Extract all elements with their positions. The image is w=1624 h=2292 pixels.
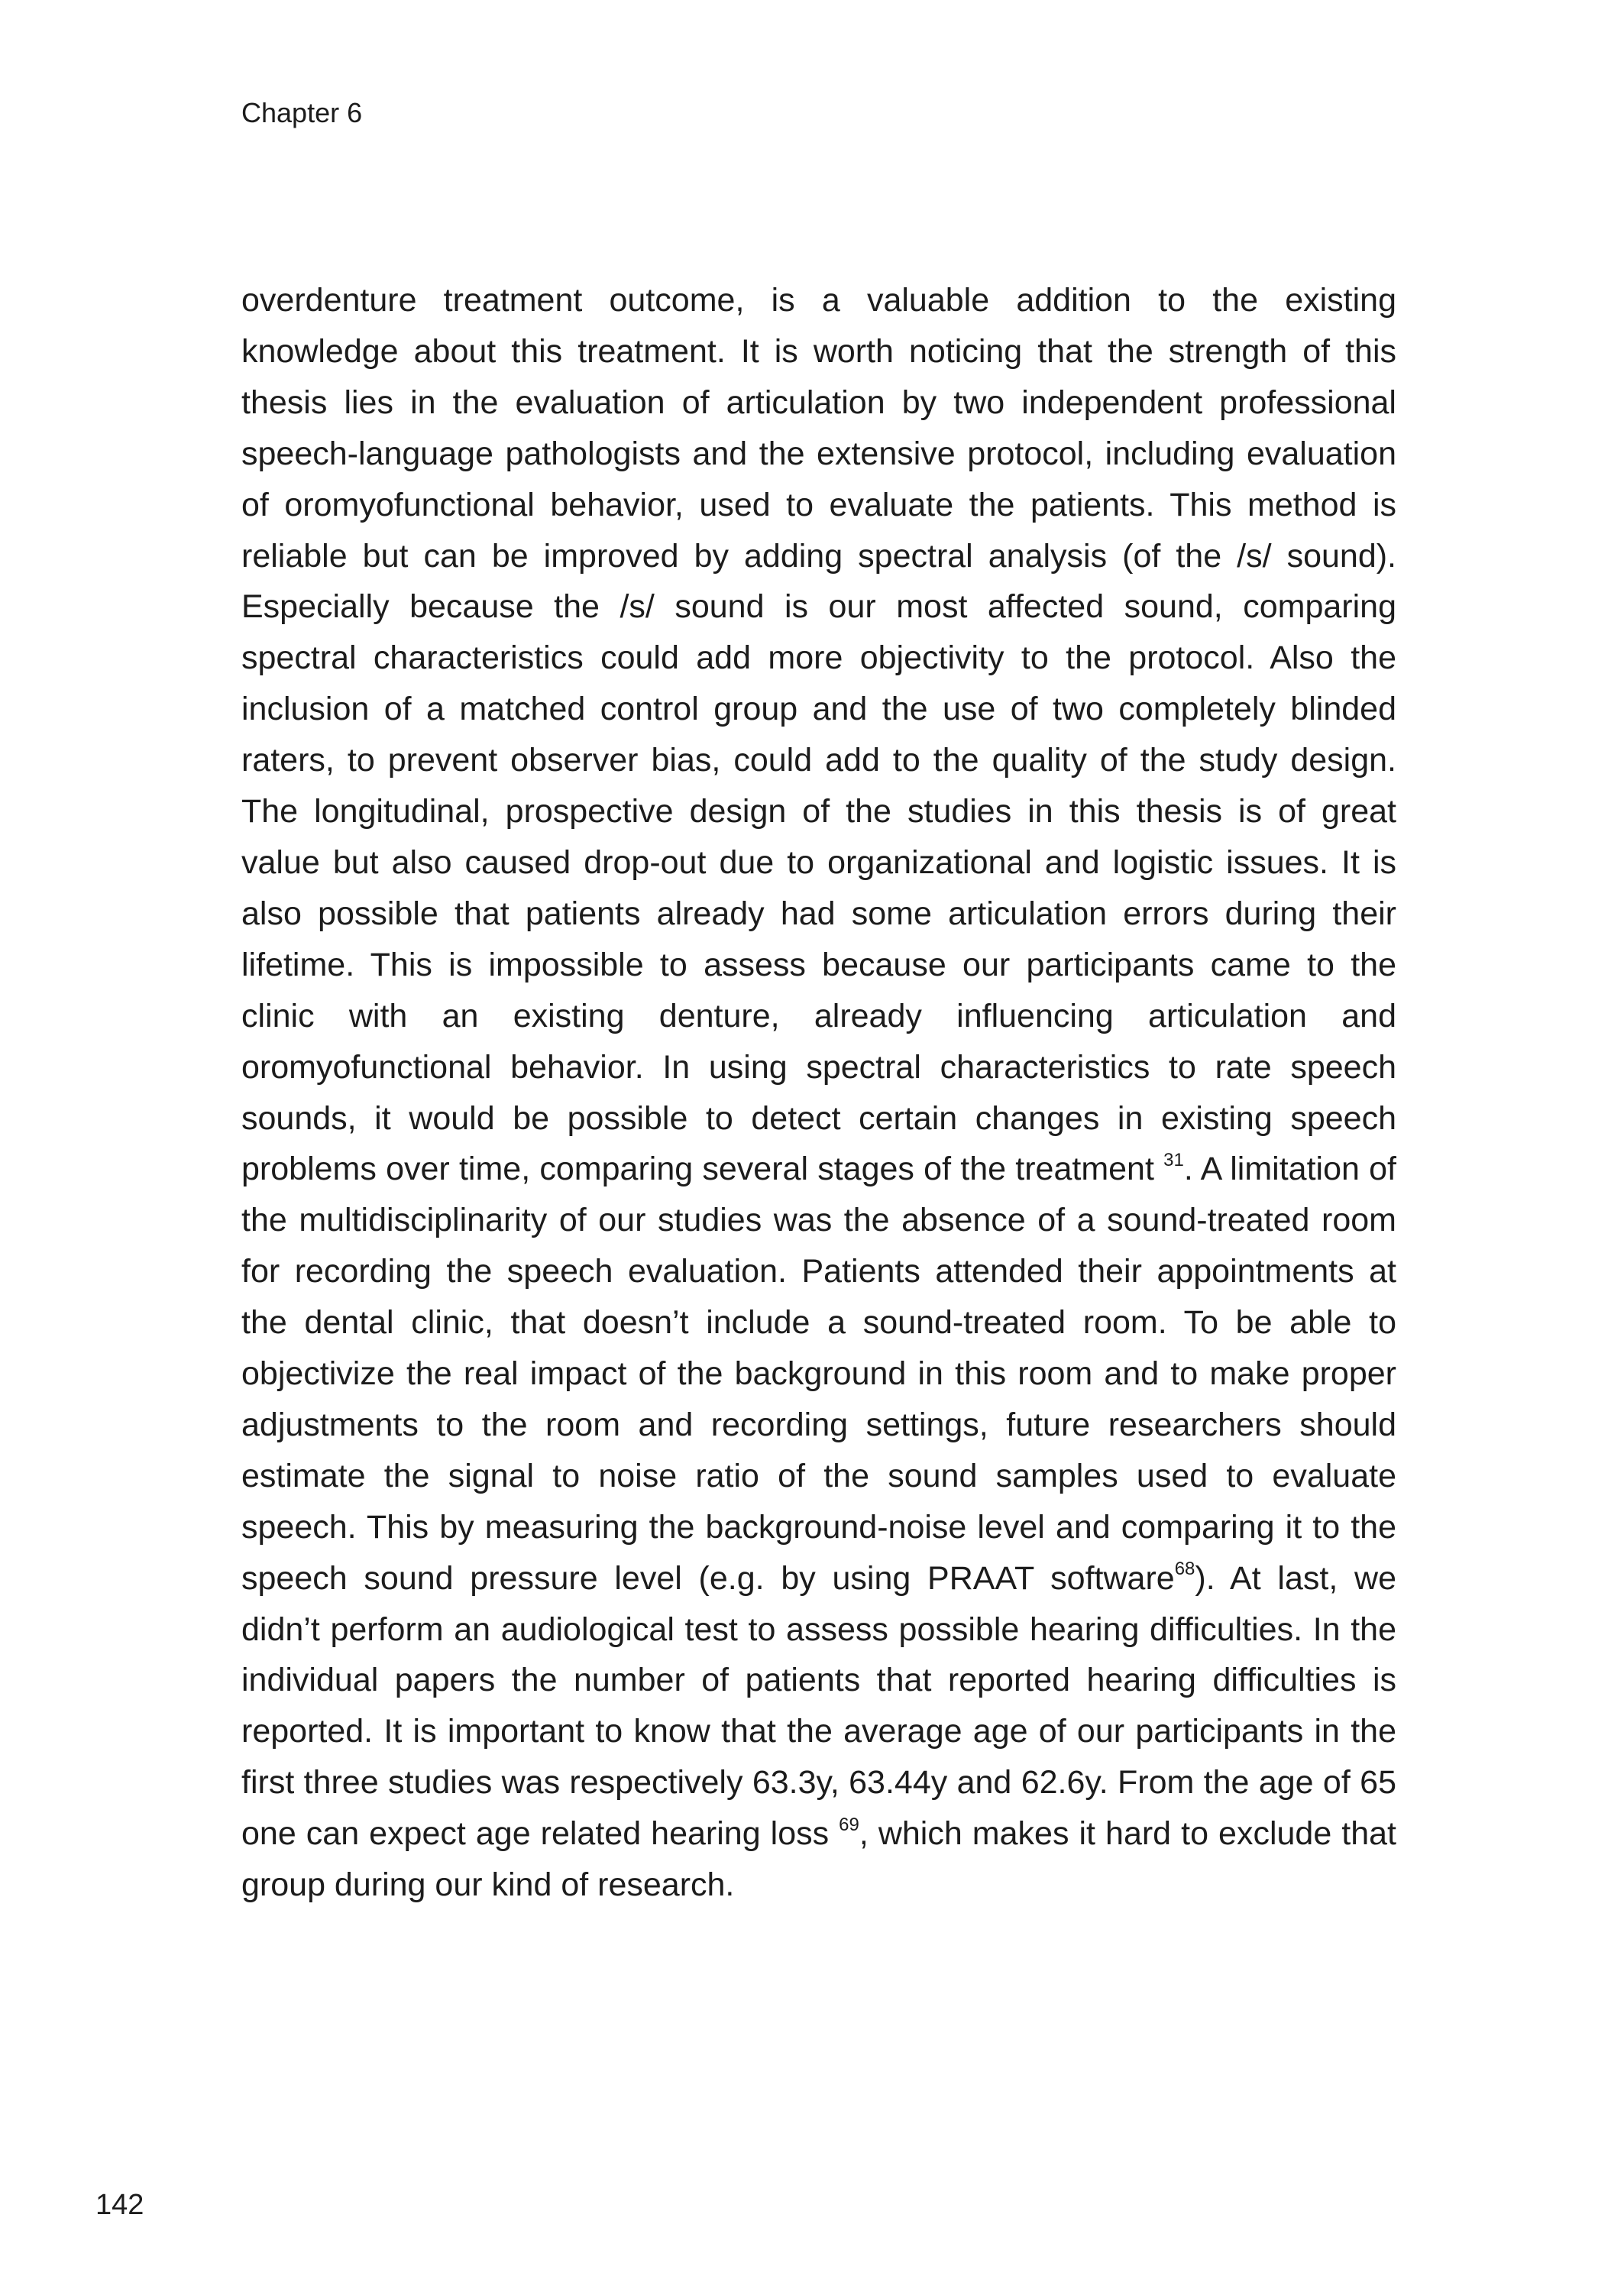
paragraph-text-segment: overdenture treatment outcome, is a valuable addition to the existing knowledge about this treatment. It is worth noticing that the strength of this thesis lies in the evaluation of articulation by two independent professional speech-language pathologists and the extensive protocol, including evaluation of oromyofunctional behavior, used to evaluate the patients. This method is reliable but can be improved by adding spectral analysis (of the /s/ sound). Especially because the /s/ sound is our most affected sound, comparing spectral characteristics could add more objectivity to the protocol. Also the inclusion of a matched control group and the use of two completely blinded raters, to prevent observer bias, could add to the quality of the study design. The longitudinal, prospective design of the studies in this thesis is of great value but also caused drop-out due to organizational and logistic issues. It is also possible that patients already had some articulation errors during their lifetime. This is impossible to assess because our participants came to the clinic with an existing denture, already influencing articulation and oromyofunctional behavior. In using spectral characteristics to rate speech sounds, it would be possible to detect certain changes in existing speech problems over time, comparing several stages of the treatment [241, 282, 1396, 1188]
paragraph-text-segment: ). At last, we didn’t perform an audiological test to assess possible hearing difficulties. In the individual papers the number of patients that reported hearing difficulties is reported. It is important to know that the average age of our participants in the first three studies was respectively 63.3y, 63.44y and 62.6y. From the age of 65 one can expect age related hearing loss [241, 1559, 1397, 1853]
paragraph-text-segment: . A limitation of the multidisciplinarity of our studies was the absence of a sound-treated room for recording the speech evaluation. Patients attended their appointments at the dental clinic, that doesn’t include a sound-treated room. To be able to objectivize the real impact of the background in this room and to make proper adjustments to the room and recording settings, future researchers should estimate the signal to noise ratio of the sound samples used to evaluate speech. This by measuring the background-noise level and comparing it to the speech sound pressure level (e.g. by using PRAAT software [241, 1151, 1396, 1597]
page-number: 142 [95, 2189, 144, 2221]
reference-superscript: 68 [1174, 1559, 1195, 1580]
reference-superscript: 31 [1163, 1150, 1184, 1171]
body-paragraph [241, 275, 1396, 1911]
paragraph-text-segment: , which makes it hard to exclude that group during our kind of research. [241, 1815, 1396, 1904]
running-head: Chapter 6 [241, 97, 363, 128]
reference-superscript: 69 [839, 1814, 859, 1835]
